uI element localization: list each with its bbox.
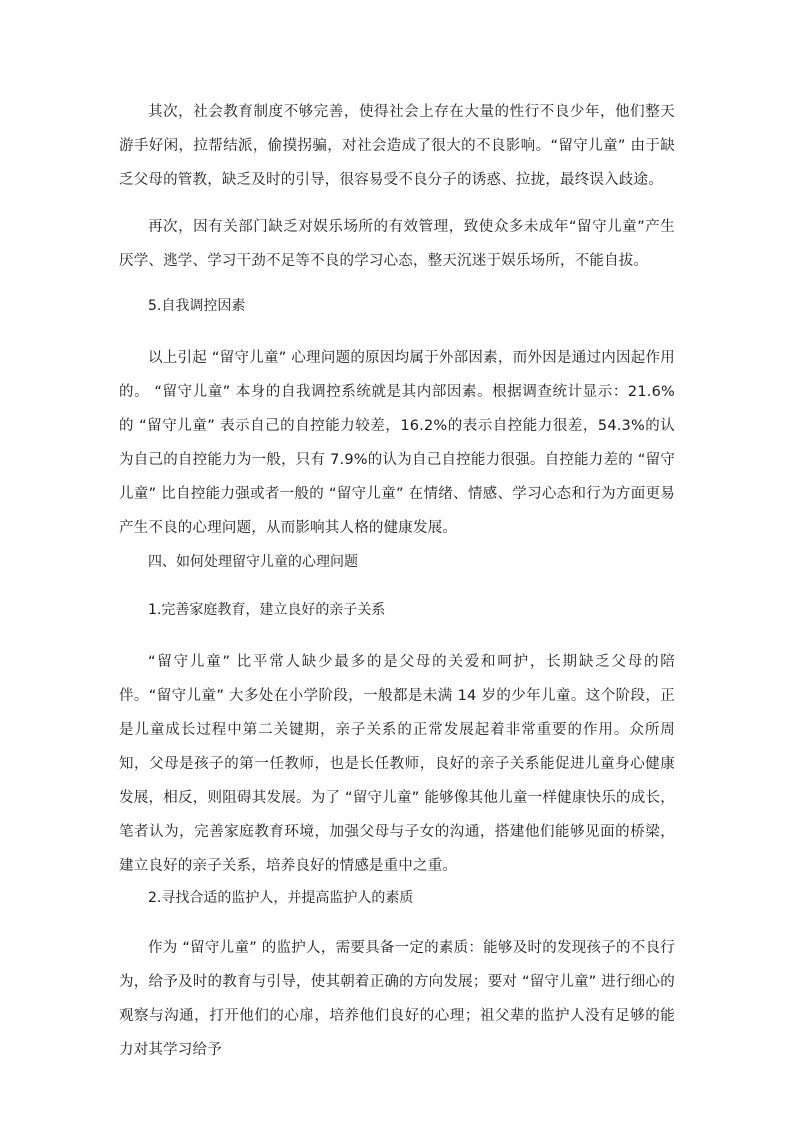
paragraph-social-education: 其次，社会教育制度不够完善，使得社会上存在大量的性行不良少年，他们整天游手好闲，拉帮结派，偷摸拐骗，对社会造成了很大的不良影响。“留守儿童” 由于缺乏父母的管教，缺乏及时的引导，很容易受不良分子的诱惑、拉拢，最终误入歧途。	[119, 104, 675, 188]
paragraph-guardian: 作为 “留守儿童” 的监护人，需要具备一定的素质：能够及时的发现孩子的不良行为，给予及时的教育与引导，使其朝着正确的方向发展；要对 “留守儿童” 进行细心的观察与沟通，打开他们的心扉，培养他们良好的心理；祖父辈的监护人没有足够的能力对其学习给予	[119, 940, 675, 1058]
paragraph-entertainment-venues: 再次，因有关部门缺乏对娱乐场所的有效管理，致使众多未成年“留守儿童”产生厌学、逃学、学习干劲不足等不良的学习心态，整天沉迷于娱乐场所，不能自拔。	[119, 219, 675, 269]
paragraph-family-education: “留守儿童” 比平常人缺少最多的是父母的关爱和呵护，长期缺乏父母的陪伴。“留守儿童” 大多处在小学阶段，一般都是未满 14 岁的少年儿童。这个阶段，正是儿童成长过程中第二关键期，亲子关系的正常发展起着非常重要的作用。众所周知，父母是孩子的第一任教师，也是长任教师，良好的亲子关系能促进儿童身心健康发展，相反，则阻碍其发展。为了 “留守儿童” 能够像其他儿童一样健康快乐的成长，笔者认为，完善家庭教育环境，加强父母与子女的沟通，搭建他们能够见面的桥梁，建立良好的亲子关系，培养良好的情感是重中之重。	[119, 654, 675, 874]
heading-guardian: 2.寻找合适的监护人，并提高监护人的素质	[148, 890, 414, 906]
paragraph-self-control: 以上引起 “留守儿童” 心理问题的原因均属于外部因素，而外因是通过内因起作用的。 “留守儿童” 本身的自我调控系统就是其内部因素。根据调查统计显示：21.6%的 “留守儿童” 表示自己的自控能力较差，16.2%的表示自控能力很差，54.3%的认为自己的自控能力为一般，只有 7.9%的认为自己自控能力很强。自控能力差的 “留守儿童” 比自控能力强或者一般的 “留守儿童” 在情绪、情感、学习心态和行为方面更易产生不良的心理问题，从而影响其人格的健康发展。	[119, 350, 675, 536]
heading-self-control-factor: 5.自我调控因素	[148, 298, 246, 314]
heading-section-four: 四、如何处理留守儿童的心理问题	[148, 554, 358, 570]
heading-family-education: 1.完善家庭教育，建立良好的亲子关系	[148, 602, 386, 618]
